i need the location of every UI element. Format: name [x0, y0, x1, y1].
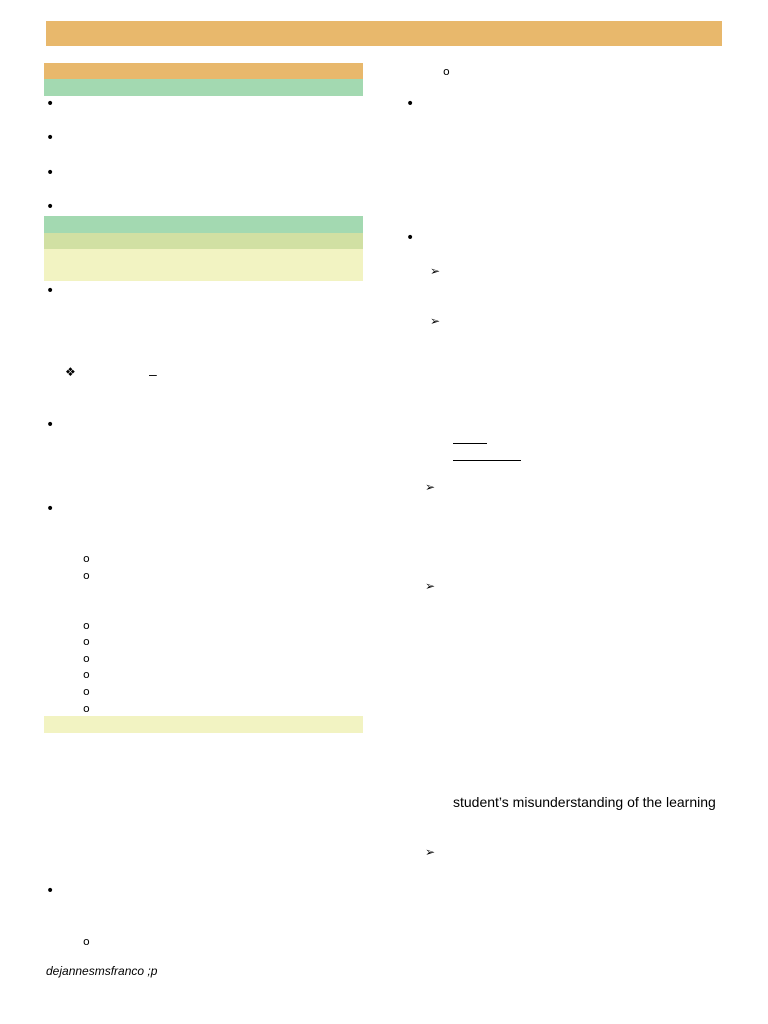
footer-author: dejannesmsfranco ;p [46, 964, 158, 978]
bullet-marker: • [46, 883, 55, 899]
diamond-bullet-icon: ❖ [65, 365, 76, 379]
arrow-bullet-icon: ➢ [425, 579, 436, 593]
arrow-bullet-icon: ➢ [430, 314, 441, 328]
bullet-marker: • [406, 96, 415, 112]
sub-bullet-marker: o [83, 685, 90, 698]
bullet-marker: • [46, 199, 55, 215]
bullet-marker: • [46, 96, 55, 112]
section-band-pale-yellow-2 [44, 716, 363, 733]
section-band-orange [44, 63, 363, 79]
underline-short [453, 443, 487, 444]
arrow-bullet-icon: ➢ [430, 264, 441, 278]
underline-long [453, 460, 521, 461]
sub-bullet-marker: o [83, 569, 90, 582]
sub-bullet-marker: o [83, 635, 90, 648]
dash-separator: – [149, 366, 157, 382]
body-text-line: student’s misunderstanding of the learning [453, 794, 716, 810]
section-band-green-2 [44, 216, 363, 233]
bullet-marker: • [46, 130, 55, 146]
bullet-marker: • [46, 165, 55, 181]
section-band-olive [44, 233, 363, 249]
section-band-green-1 [44, 79, 363, 96]
arrow-bullet-icon: ➢ [425, 845, 436, 859]
bullet-marker: • [406, 230, 415, 246]
sub-bullet-marker: o [83, 668, 90, 681]
page-header-band [46, 21, 722, 46]
sub-bullet-marker: o [83, 552, 90, 565]
sub-bullet-marker: o [83, 702, 90, 715]
arrow-bullet-icon: ➢ [425, 480, 436, 494]
bullet-marker: • [46, 501, 55, 517]
bullet-marker: • [46, 283, 55, 299]
sub-bullet-marker: o [83, 935, 90, 948]
sub-bullet-marker: o [83, 619, 90, 632]
sub-bullet-marker: o [443, 65, 450, 78]
sub-bullet-marker: o [83, 652, 90, 665]
bullet-marker: • [46, 417, 55, 433]
section-band-pale-yellow-1 [44, 249, 363, 281]
